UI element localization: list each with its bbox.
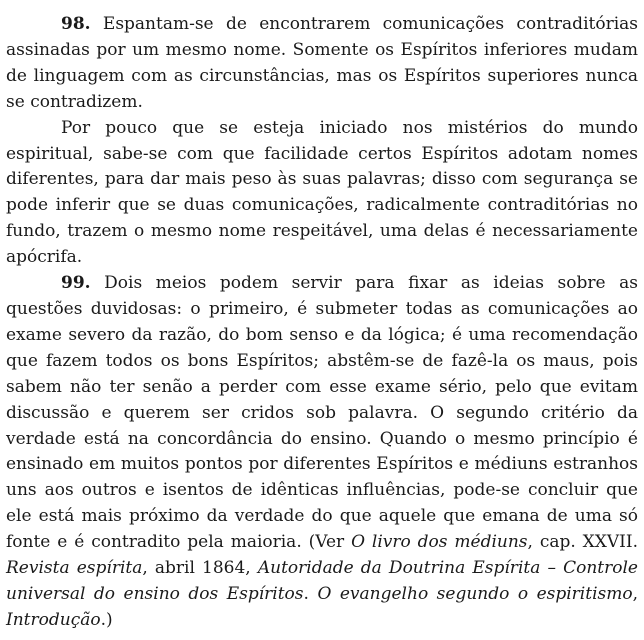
reference-title-revista-espirita: Revista espírita bbox=[6, 558, 143, 579]
paragraph-99 bbox=[6, 271, 638, 634]
reference-detail-1: , cap. XXVII. bbox=[527, 532, 638, 553]
paragraph-number-99: 99. bbox=[61, 273, 91, 294]
reference-closing: .) bbox=[100, 609, 113, 630]
reference-detail-4: , bbox=[632, 583, 639, 604]
reference-detail-2: , abril 1864, bbox=[142, 558, 258, 579]
paragraph-98-text: Espantam-se de encontrarem comunicações contraditórias assinadas por um mesmo nome. Somente os Espíritos inferiores mudam de linguagem com as circunstâncias, mas os Espíritos superiores nunca se contradizem. bbox=[6, 14, 638, 112]
paragraph-98b-text: Por pouco que se esteja iniciado nos mistérios do mundo espiritual, sabe-se com que facilidade certos Espíritos adotam nomes diferentes, para dar mais peso às suas palavras; disso com segurança se pode inferir que se duas comunicações, radicalmente contraditórias no fundo, trazem o mesmo nome respeitável, uma delas é necessariamente apócrifa. bbox=[6, 117, 638, 268]
paragraph-98 bbox=[6, 12, 638, 116]
paragraph-99-text: Dois meios podem servir para fixar as ideias sobre as questões duvidosas: o primeiro, é submeter todas as comunicações ao exame severo da razão, do bom senso e da lógica; é uma recomendação que fazem todos os bons Espíritos; abstêm-se de fazê-la os maus, pois sabem não ter senão a perder com esse exame sério, pelo que evitam discussão e querem ser cridos sob palavra. O segundo critério da verdade está na concordância do ensino. Quando o mesmo princípio é ensinado em muitos pontos por diferentes Espíritos e médiuns estranhos uns aos outros e isentos de idênticas influências, pode-se concluir que ele está mais próximo da verdade do que aquele que emana de uma só fonte e é contradito pela maioria. (Ver bbox=[6, 273, 638, 553]
reference-title-autoridade: Autoridade da Doutrina Espírita – Controle universal do ensino dos Espíritos bbox=[6, 558, 638, 604]
paragraph-98-continuation bbox=[6, 116, 638, 271]
reference-title-introducao: Introdução bbox=[6, 609, 101, 630]
paragraph-number-98: 98. bbox=[61, 14, 91, 34]
reference-title-livro-mediuns: O livro dos médiuns bbox=[351, 532, 528, 553]
reference-detail-3: . bbox=[303, 583, 318, 604]
document-page bbox=[6, 12, 638, 634]
reference-title-evangelho: O evangelho segundo o espiritismo bbox=[317, 583, 633, 604]
